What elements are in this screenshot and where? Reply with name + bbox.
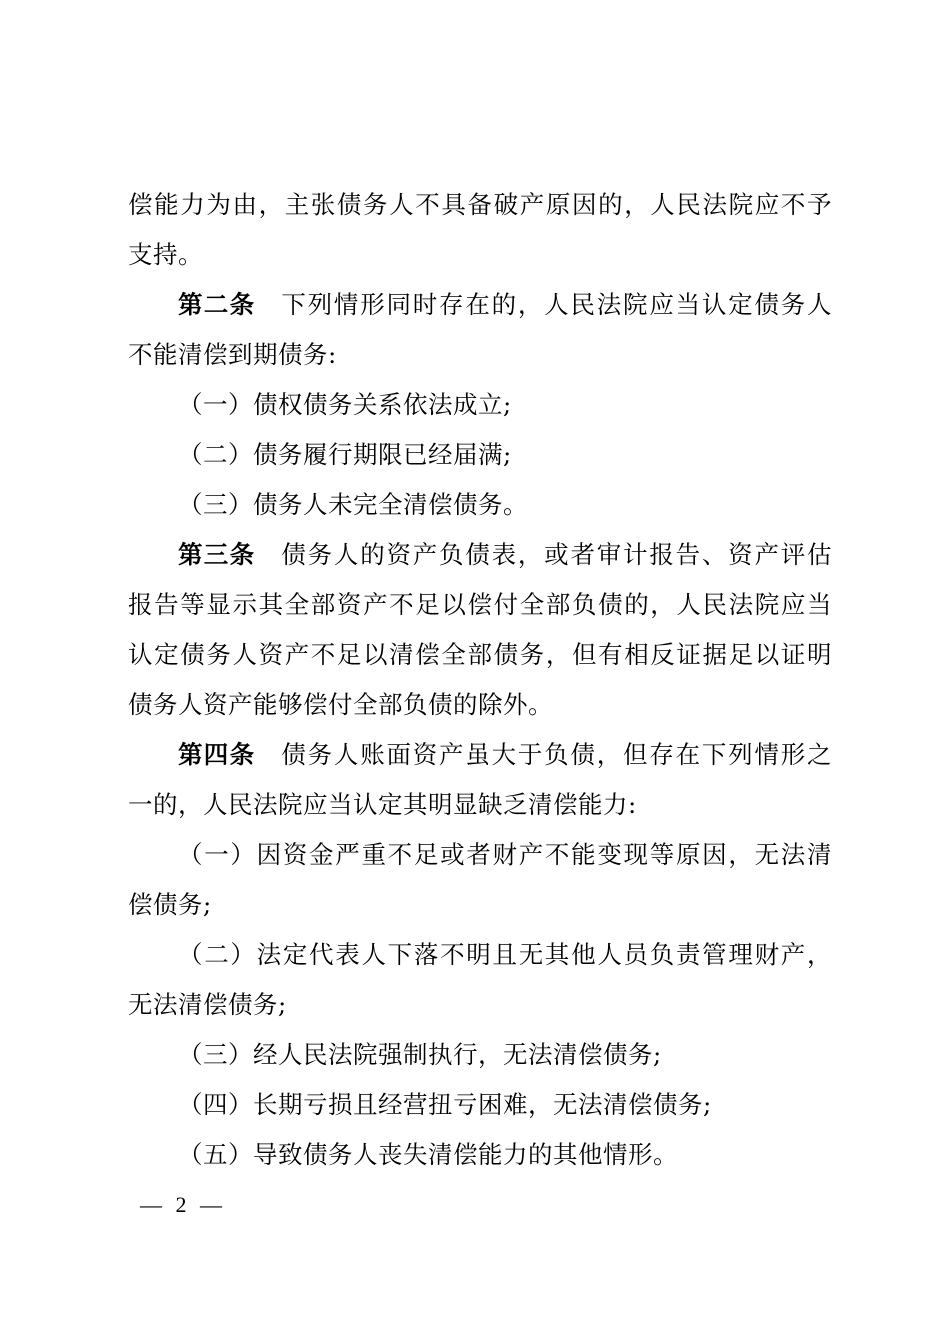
article-4-label: 第四条 xyxy=(178,740,256,769)
text-line: 支持。 xyxy=(128,240,203,269)
text-line: 偿能力为由，主张债务人不具备破产原因的，人民法院应不予 xyxy=(128,190,832,219)
list-item: （五）导致债务人丧失清偿能力的其他情形。 xyxy=(178,1140,678,1169)
document-body xyxy=(128,180,832,1180)
article-4-text: 债务人账面资产虽大于负债，但存在下列情形之 xyxy=(281,740,833,769)
list-item: （一）因资金严重不足或者财产不能变现等原因，无法清 xyxy=(178,840,832,869)
text-line: 一的，人民法院应当认定其明显缺乏清偿能力: xyxy=(128,790,637,819)
article-2-line xyxy=(128,280,832,330)
list-item: （二）法定代表人下落不明且无其他人员负责管理财产， xyxy=(178,940,832,969)
article-3-line xyxy=(128,530,832,580)
article-4-line xyxy=(128,730,832,780)
article-2-text: 下列情形同时存在的，人民法院应当认定债务人 xyxy=(281,290,833,319)
text-line: 报告等显示其全部资产不足以偿付全部负债的，人民法院应当 xyxy=(128,590,832,619)
list-item: （三）债务人未完全清偿债务。 xyxy=(178,490,528,519)
page-number: — 2 — xyxy=(140,1192,226,1217)
text-line: 无法清偿债务; xyxy=(128,990,287,1019)
text-line: 不能清偿到期债务: xyxy=(128,340,337,369)
text-line: 认定债务人资产不足以清偿全部债务，但有相反证据足以证明 xyxy=(128,640,832,669)
list-item: （二）债务履行期限已经届满; xyxy=(178,440,512,469)
article-3-label: 第三条 xyxy=(178,540,256,569)
text-line: 债务人资产能够偿付全部负债的除外。 xyxy=(128,690,553,719)
article-2-label: 第二条 xyxy=(178,290,256,319)
list-item: （一）债权债务关系依法成立; xyxy=(178,390,512,419)
list-item: （三）经人民法院强制执行，无法清偿债务; xyxy=(178,1040,662,1069)
article-3-text: 债务人的资产负债表，或者审计报告、资产评估 xyxy=(281,540,833,569)
list-item: （四）长期亏损且经营扭亏困难，无法清偿债务; xyxy=(178,1090,712,1119)
text-line: 偿债务; xyxy=(128,890,212,919)
